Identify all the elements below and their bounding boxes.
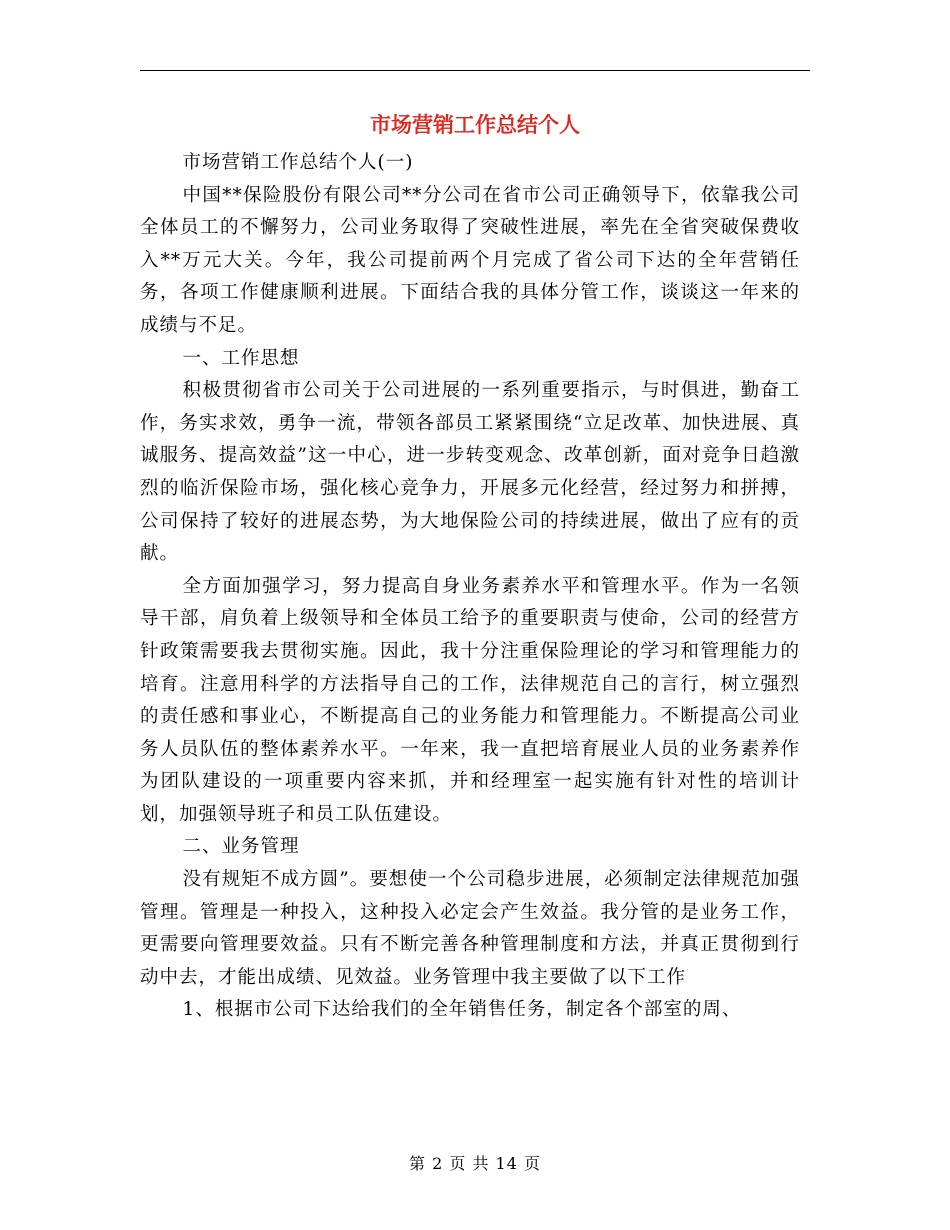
document-body <box>140 147 800 1027</box>
body-paragraph: 1、根据市公司下达给我们的全年销售任务，制定各个部室的周、 <box>182 999 742 1021</box>
body-paragraph: 中国**保险股份有限公司**分公司在省市公司正确领导下，依靠我公司全体员工的不懈努力，公司业务取得了突破性进展，率先在全省突破保费收入**万元大关。今年，我公司提前两个月完成了省公司下达的全年营销任务，各项工作健康顺利进展。下面结合我的具体分管工作，谈谈这一年来的成绩与不足。 <box>140 184 800 336</box>
section-heading: 市场营销工作总结个人(一) <box>182 152 414 173</box>
body-paragraph: 积极贯彻省市公司关于公司进展的一系列重要指示，与时俱进，勤奋工作，务实求效，勇争一流，带领各部员工紧紧围绕“立足改革、加快进展、真诚服务、提高效益”这一中心，进一步转变观念、改革创新，面对竞争日趋激烈的临沂保险市场，强化核心竞争力，开展多元化经营，经过努力和拼搏，公司保持了较好的进展态势，为大地保险公司的持续进展，做出了应有的贡献。 <box>140 380 800 565</box>
body-paragraph: 没有规矩不成方圆”。要想使一个公司稳步进展，必须制定法律规范加强管理。管理是一种投入，这种投入必定会产生效益。我分管的是业务工作，更需要向管理要效益。只有不断完善各种管理制度和方法，并真正贯彻到行动中去，才能出成绩、见效益。业务管理中我主要做了以下工作 <box>140 869 800 988</box>
page-number: 第 2 页 共 14 页 <box>409 1154 541 1173</box>
body-paragraph: 全方面加强学习，努力提高自身业务素养水平和管理水平。作为一名领导干部，肩负着上级领导和全体员工给予的重要职责与使命，公司的经营方针政策需要我去贯彻实施。因此，我十分注重保险理论的学习和管理能力的培育。注意用科学的方法指导自己的工作，法律规范自己的言行，树立强烈的责任感和事业心，不断提高自己的业务能力和管理能力。不断提高公司业务人员队伍的整体素养水平。一年来，我一直把培育展业人员的业务素养作为团队建设的一项重要内容来抓，并和经理室一起实施有针对性的培训计划，加强领导班子和员工队伍建设。 <box>140 575 800 825</box>
section-heading: 一、工作思想 <box>182 347 300 369</box>
section-heading: 二、业务管理 <box>182 836 300 858</box>
header-rule <box>140 70 810 71</box>
document-title: 市场营销工作总结个人 <box>370 112 580 137</box>
